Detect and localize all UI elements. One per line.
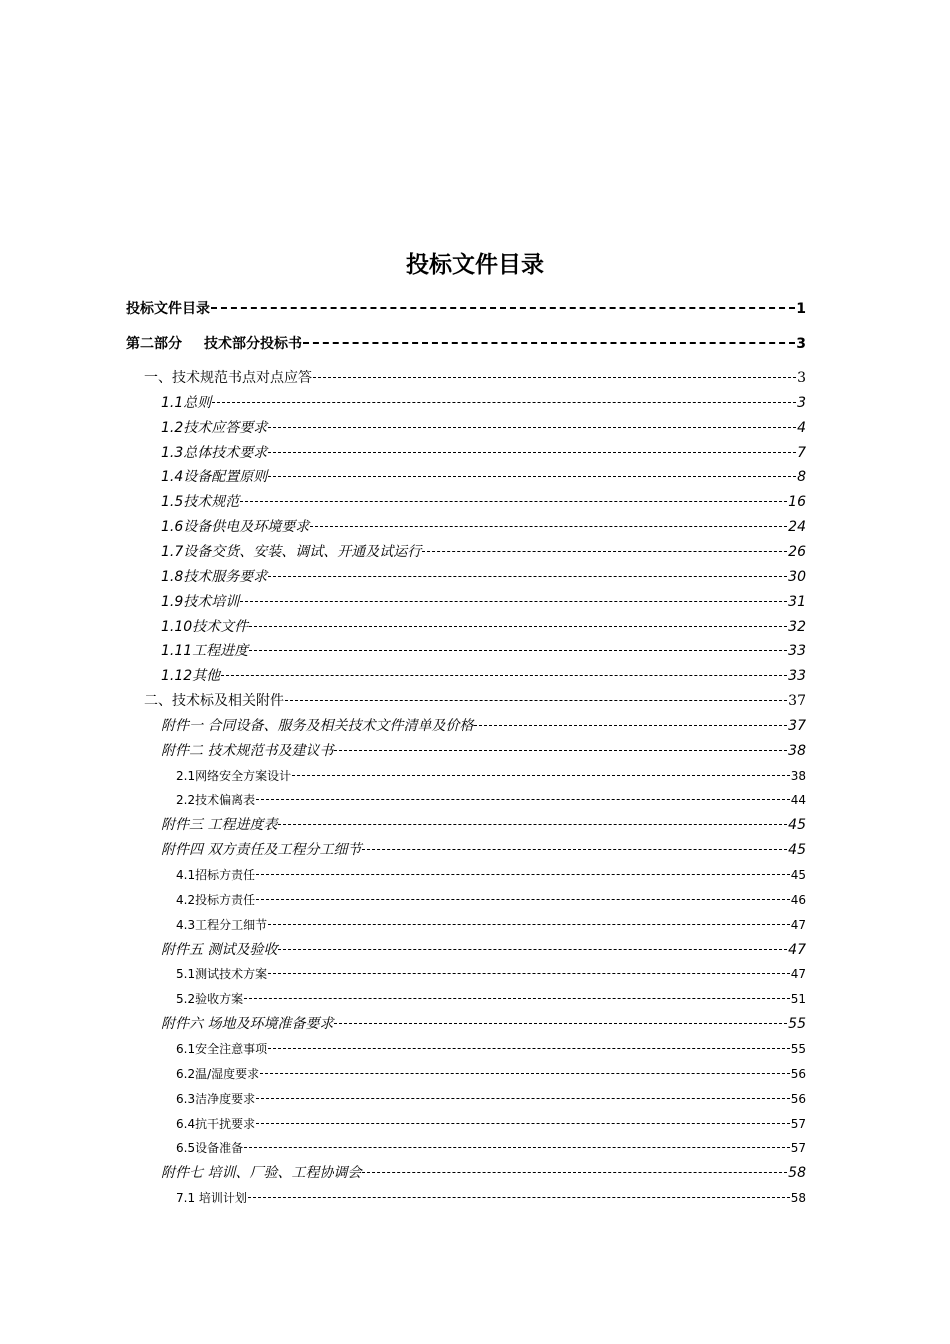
toc-entry[interactable] (176, 765, 806, 787)
toc-entry-label: 第二部分 (126, 336, 182, 352)
toc-entry-label: 1.12其他 (161, 668, 221, 685)
toc-entry-label: 2.2技术偏离表 (176, 793, 256, 808)
toc-entry-label: 1.7设备交货、安装、调试、开通及试运行 (161, 543, 422, 560)
toc-entry[interactable] (161, 466, 806, 488)
toc-entry[interactable] (176, 1113, 806, 1135)
toc-page-number: 30 (788, 568, 806, 585)
toc-leader-dashes (313, 377, 796, 378)
toc-entry[interactable] (161, 392, 806, 414)
toc-entry-label: 6.1安全注意事项 (176, 1041, 268, 1056)
toc-entry-label: 投标文件目录 (126, 301, 210, 317)
toc-entry[interactable] (161, 491, 806, 513)
toc-entry-label: 1.9技术培训 (161, 593, 240, 610)
toc-leader-dashes (256, 899, 790, 900)
toc-leader-dashes (256, 799, 790, 800)
toc-leader-dashes (260, 1073, 790, 1074)
toc-entry[interactable] (144, 367, 806, 389)
toc-leader-dashes (285, 700, 787, 701)
toc-page-number: 57 (790, 1116, 806, 1131)
toc-leader-dashes (212, 402, 796, 403)
toc-page-number: 57 (790, 1141, 806, 1156)
toc-entry[interactable] (161, 616, 806, 638)
toc-leader-dashes (248, 1197, 790, 1198)
toc-entry-label: 1.10技术文件 (161, 618, 249, 635)
toc-leader-dashes (244, 1147, 790, 1148)
toc-entry[interactable] (161, 665, 806, 687)
toc-leader-dashes (310, 526, 787, 527)
toc-entry-label: 6.2温/湿度要求 (176, 1066, 260, 1081)
toc-entry-label: 一、技术规范书点对点应答 (144, 370, 312, 386)
toc-entry[interactable] (161, 566, 806, 588)
toc-entry-label: 1.8技术服务要求 (161, 568, 268, 585)
toc-leader-dashes (249, 650, 787, 651)
toc-page-number: 45 (788, 842, 806, 859)
toc-page-number: 56 (790, 1066, 806, 1081)
toc-leader-dashes (334, 1023, 787, 1024)
toc-leader-dashes (240, 501, 787, 502)
toc-entry-label: 二、技术标及相关附件 (144, 693, 284, 710)
toc-leader-dashes (362, 1172, 787, 1173)
toc-entry-label: 1.5技术规范 (161, 494, 240, 511)
toc-leader-dashes (303, 342, 795, 344)
toc-page-number: 38 (788, 742, 806, 759)
toc-page-number: 47 (790, 967, 806, 982)
toc-page-number: 3 (797, 370, 806, 386)
toc-leader-dashes (256, 1098, 790, 1099)
toc-leader-dashes (268, 452, 796, 453)
toc-entry[interactable] (176, 1137, 806, 1159)
toc-entry-label: 5.2验收方案 (176, 992, 244, 1007)
toc-leader-dashes (221, 675, 787, 676)
toc-entry[interactable] (161, 939, 806, 961)
toc-leader-dashes (278, 949, 787, 950)
toc-entry-label: 6.4抗干扰要求 (176, 1116, 256, 1131)
toc-entry[interactable] (176, 914, 806, 936)
toc-leader-dashes (268, 924, 790, 925)
toc-entry[interactable] (144, 690, 806, 712)
toc-page-number: 8 (797, 469, 806, 486)
toc-entry-label-secondary: 技术部分投标书 (204, 336, 302, 352)
toc-entry-label: 1.6设备供电及环境要求 (161, 519, 310, 536)
toc-page-number: 55 (790, 1041, 806, 1056)
toc-leader-dashes (422, 551, 787, 552)
toc-leader-dashes (362, 849, 787, 850)
toc-entry-label: 1.2技术应答要求 (161, 419, 268, 436)
toc-leader-dashes (268, 476, 796, 477)
toc-entry-label: 1.4设备配置原则 (161, 469, 268, 486)
toc-entry-label: 1.11工程进度 (161, 643, 249, 660)
toc-entry-label: 7.1 培训计划 (176, 1191, 247, 1206)
toc-page-number: 56 (790, 1091, 806, 1106)
toc-entry[interactable] (161, 417, 806, 439)
toc-entry[interactable] (161, 640, 806, 662)
toc-entry-label: 附件一 合同设备、服务及相关技术文件清单及价格 (161, 717, 474, 734)
toc-leader-dashes (268, 1048, 790, 1049)
toc-leader-dashes (256, 1123, 790, 1124)
toc-entry[interactable] (176, 1187, 806, 1209)
toc-page-number: 55 (788, 1016, 806, 1033)
toc-entry-label: 2.1网络安全方案设计 (176, 768, 292, 783)
toc-leader-dashes (278, 824, 787, 825)
toc-entry[interactable] (161, 442, 806, 464)
toc-page-number: 47 (788, 941, 806, 958)
toc-page-number: 58 (790, 1191, 806, 1206)
toc-entry-label: 附件七 培训、厂验、工程协调会 (161, 1165, 362, 1182)
toc-entry[interactable] (161, 715, 806, 737)
toc-leader-dashes (240, 601, 787, 602)
toc-page-number: 24 (788, 519, 806, 536)
toc-entry[interactable] (161, 740, 806, 762)
toc-entry[interactable] (161, 839, 806, 861)
toc-page-number: 4 (797, 419, 806, 436)
toc-leader-dashes (268, 576, 787, 577)
toc-page-number: 37 (788, 717, 806, 734)
toc-leader-dashes (474, 725, 787, 726)
toc-page-number: 46 (790, 892, 806, 907)
toc-page-number: 44 (790, 793, 806, 808)
toc-entry-label: 附件四 双方责任及工程分工细节 (161, 842, 362, 859)
toc-page-number: 33 (788, 643, 806, 660)
toc-page-number: 1 (796, 301, 806, 317)
toc-entry-label: 1.1总则 (161, 394, 212, 411)
toc-page-number: 31 (788, 593, 806, 610)
toc-entry[interactable] (176, 789, 806, 811)
toc-entry-label: 附件三 工程进度表 (161, 817, 278, 834)
toc-page-number: 7 (797, 444, 806, 461)
toc-page-number: 37 (788, 693, 806, 710)
toc-entry[interactable] (176, 1038, 806, 1060)
toc-page-number: 45 (790, 868, 806, 882)
toc-entry-label: 附件五 测试及验收 (161, 941, 278, 958)
toc-page-number: 38 (790, 768, 806, 783)
toc-entry[interactable] (161, 516, 806, 538)
toc-leader-dashes (292, 775, 790, 776)
toc-entry[interactable] (161, 591, 806, 613)
toc-page-number: 3 (797, 394, 806, 411)
toc-entry-label: 附件二 技术规范书及建议书 (161, 742, 334, 759)
toc-entry[interactable] (176, 1063, 806, 1085)
toc-entry-label: 6.3洁净度要求 (176, 1091, 256, 1106)
toc-entry-label: 1.3总体技术要求 (161, 444, 268, 461)
toc-page-number: 16 (788, 494, 806, 511)
toc-page-number: 45 (788, 817, 806, 834)
toc-entry[interactable] (126, 298, 806, 320)
toc-leader-dashes (268, 427, 796, 428)
toc-leader-dashes (334, 750, 787, 751)
toc-leader-dashes (211, 307, 795, 309)
toc-entry[interactable] (176, 864, 806, 886)
toc-entry[interactable] (161, 814, 806, 836)
toc-entry[interactable] (161, 541, 806, 563)
toc-entry-label: 4.3工程分工细节 (176, 917, 268, 932)
toc-entry-label: 5.1测试技术方案 (176, 967, 268, 982)
page-title: 投标文件目录 (406, 252, 544, 278)
toc-entry[interactable] (161, 1162, 806, 1184)
toc-entry[interactable] (176, 889, 806, 911)
toc-entry[interactable] (176, 963, 806, 985)
toc-page-number: 33 (788, 668, 806, 685)
toc-leader-dashes (244, 998, 790, 999)
toc-page-number: 26 (788, 543, 806, 560)
toc-entry-label: 4.2投标方责任 (176, 892, 256, 907)
toc-page-number: 32 (788, 618, 806, 635)
toc-entry[interactable] (176, 1088, 806, 1110)
toc-page-number: 3 (796, 336, 806, 352)
toc-entry-label: 6.5设备准备 (176, 1141, 244, 1156)
toc-entry[interactable] (161, 1013, 806, 1035)
toc-leader-dashes (268, 973, 790, 974)
toc-entry[interactable] (126, 333, 806, 355)
toc-entry-label: 附件六 场地及环境准备要求 (161, 1016, 334, 1033)
toc-leader-dashes (249, 626, 787, 627)
toc-page-number: 58 (788, 1165, 806, 1182)
toc-page-number: 47 (790, 917, 806, 932)
toc-entry[interactable] (176, 988, 806, 1010)
toc-entry-label: 4.1招标方责任 (176, 868, 256, 882)
toc-page-number: 51 (790, 992, 806, 1007)
toc-leader-dashes (256, 874, 790, 875)
